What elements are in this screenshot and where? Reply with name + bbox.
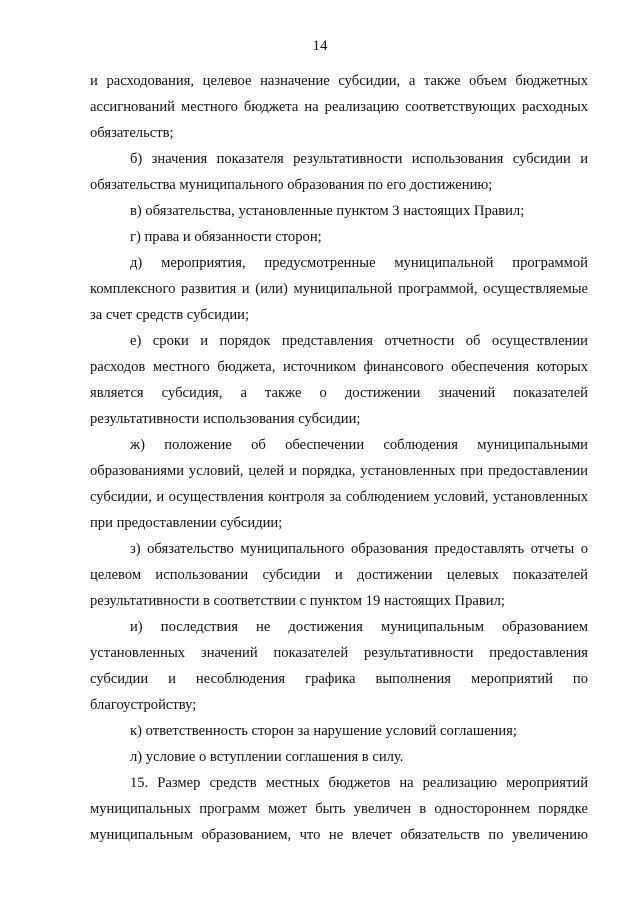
paragraph-continuation: и расходования, целевое назначение субсидии, а также объем бюджетных ассигнований местного бюджета на реализацию соответствующих расходных обязательств; (90, 73, 588, 141)
page-number: 14 (312, 38, 328, 54)
paragraph-item-zh: ж) положение об обеспечении соблюдения муниципальными образованиями условий, целей и порядка, установленных при предоставлении субсидии, и осуществления контроля за соблюдением условий, установленных при предоставлении субсидии; (90, 437, 588, 531)
paragraph-item-b: б) значения показателя результативности использования субсидии и обязательства муниципального образования по его достижению; (90, 151, 588, 193)
paragraph-item-d: д) мероприятия, предусмотренные муниципальной программой комплексного развития и (или) муниципальной программой, осуществляемые за счет средств субсидии; (90, 255, 588, 323)
paragraph-item-l: л) условие о вступлении соглашения в силу. (130, 749, 404, 765)
document-body (90, 68, 588, 848)
paragraph-item-i: и) последствия не достижения муниципальным образованием установленных значений показателей результативности предоставления субсидии и несоблюдения графика выполнения мероприятий по благоустройству; (90, 619, 588, 713)
paragraph-section-15: 15. Размер средств местных бюджетов на реализацию мероприятий муниципальных программ может быть увеличен в одностороннем порядке муниципальным образованием, что не влечет обязательств по увеличению (90, 775, 588, 843)
paragraph-item-g: г) права и обязанности сторон; (130, 229, 322, 245)
paragraph-item-k: к) ответственность сторон за нарушение условий соглашения; (130, 723, 517, 739)
paragraph-item-z: з) обязательство муниципального образования предоставлять отчеты о целевом использовании субсидии и достижении целевых показателей результативности в соответствии с пунктом 19 настоящих Правил; (90, 541, 588, 609)
paragraph-item-v: в) обязательства, установленные пунктом 3 настоящих Правил; (130, 203, 525, 219)
paragraph-item-e: е) сроки и порядок представления отчетности об осуществлении расходов местного бюджета, источником финансового обеспечения которых является субсидия, а также о достижении значений показателей результативности использования субсидии; (90, 333, 588, 427)
